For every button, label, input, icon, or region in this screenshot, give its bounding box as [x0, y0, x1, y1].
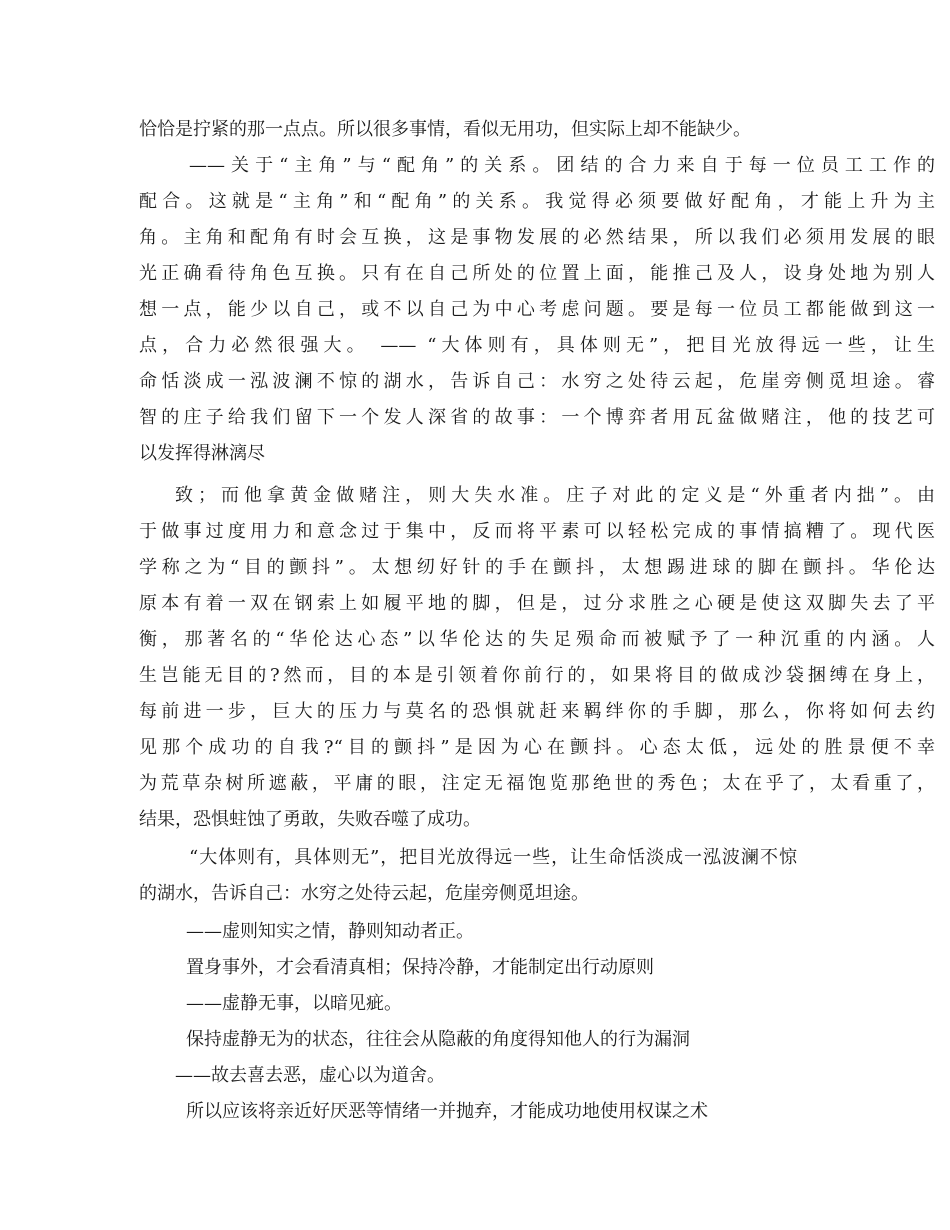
text-line: 生岂能无目的?然而，目的本是引领着你前行的，如果将目的做成沙袋捆缚在身上，: [139, 665, 935, 686]
text-line: 致；而他拿黄金做赌注，则大失水准。庄子对此的定义是“外重者内拙”。由: [175, 485, 935, 506]
text-line: 学称之为“目的颤抖”。太想纫好针的手在颤抖，太想踢进球的脚在颤抖。华伦达: [139, 557, 935, 578]
text-line: 为荒草杂树所遮蔽，平庸的眼，注定无福饱览那绝世的秀色；太在乎了，太看重了，: [139, 773, 935, 794]
text-line: 原本有着一双在钢索上如履平地的脚，但是，过分求胜之心硬是使这双脚失去了平: [139, 593, 935, 614]
text-line: 保持虚静无为的状态，往往会从隐蔽的角度得知他人的行为漏洞: [186, 1029, 690, 1050]
text-line: 角。主角和配角有时会互换，这是事物发展的必然结果，所以我们必须用发展的眼: [139, 227, 935, 248]
text-line: ——关于“主角”与“配角”的关系。团结的合力来自于每一位员工工作的: [189, 155, 935, 176]
text-line: 见那个成功的自我?“目的颤抖”是因为心在颤抖。心态太低，远处的胜景便不幸: [139, 737, 935, 758]
text-line: ——故去喜去恶，虚心以为道舍。: [175, 1065, 445, 1086]
text-line: 配合。这就是“主角”和“配角”的关系。我觉得必须要做好配角，才能上升为主: [139, 191, 935, 212]
text-line: 结果，恐惧蛀蚀了勇敢，失败吞噬了成功。: [139, 809, 481, 830]
text-line: 衡，那著名的“华伦达心态”以华伦达的失足殒命而被赋予了一种沉重的内涵。人: [139, 629, 935, 650]
text-line: 所以应该将亲近好厌恶等情绪一并抛弃，才能成功地使用权谋之术: [186, 1101, 708, 1122]
text-line: 光正确看待角色互换。只有在自己所处的位置上面，能推己及人，设身处地为别人: [139, 263, 935, 284]
text-line: 于做事过度用力和意念过于集中，反而将平素可以轻松完成的事情搞糟了。现代医: [139, 521, 935, 542]
text-line: ——虚则知实之情，静则知动者正。: [186, 921, 474, 942]
text-line: 的湖水，告诉自己：水穷之处待云起，危崖旁侧觅坦途。: [139, 883, 589, 904]
text-line: 每前进一步，巨大的压力与莫名的恐惧就赶来羁绊你的手脚，那么，你将如何去约: [139, 701, 935, 722]
text-line: 智的庄子给我们留下一个发人深省的故事：一个博弈者用瓦盆做赌注，他的技艺可: [139, 407, 935, 428]
text-line: “大体则有，具体则无”，把目光放得远一些，让生命恬淡成一泓波澜不惊: [189, 847, 797, 868]
text-line: 想一点，能少以自己，或不以自己为中心考虑问题。要是每一位员工都能做到这一: [139, 299, 935, 320]
text-line: 恰恰是拧紧的那一点点。所以很多事情，看似无用功，但实际上却不能缺少。: [139, 119, 751, 140]
text-line: 点，合力必然很强大。 —— “大体则有，具体则无”，把目光放得远一些，让生: [139, 335, 935, 356]
text-line: ——虚静无事，以暗见疵。: [186, 993, 402, 1014]
text-line: 以发挥得淋漓尽: [139, 443, 265, 464]
text-line: 置身事外，才会看清真相；保持冷静，才能制定出行动原则: [186, 957, 654, 978]
text-line: 命恬淡成一泓波澜不惊的湖水，告诉自己：水穷之处待云起，危崖旁侧觅坦途。睿: [139, 371, 935, 392]
